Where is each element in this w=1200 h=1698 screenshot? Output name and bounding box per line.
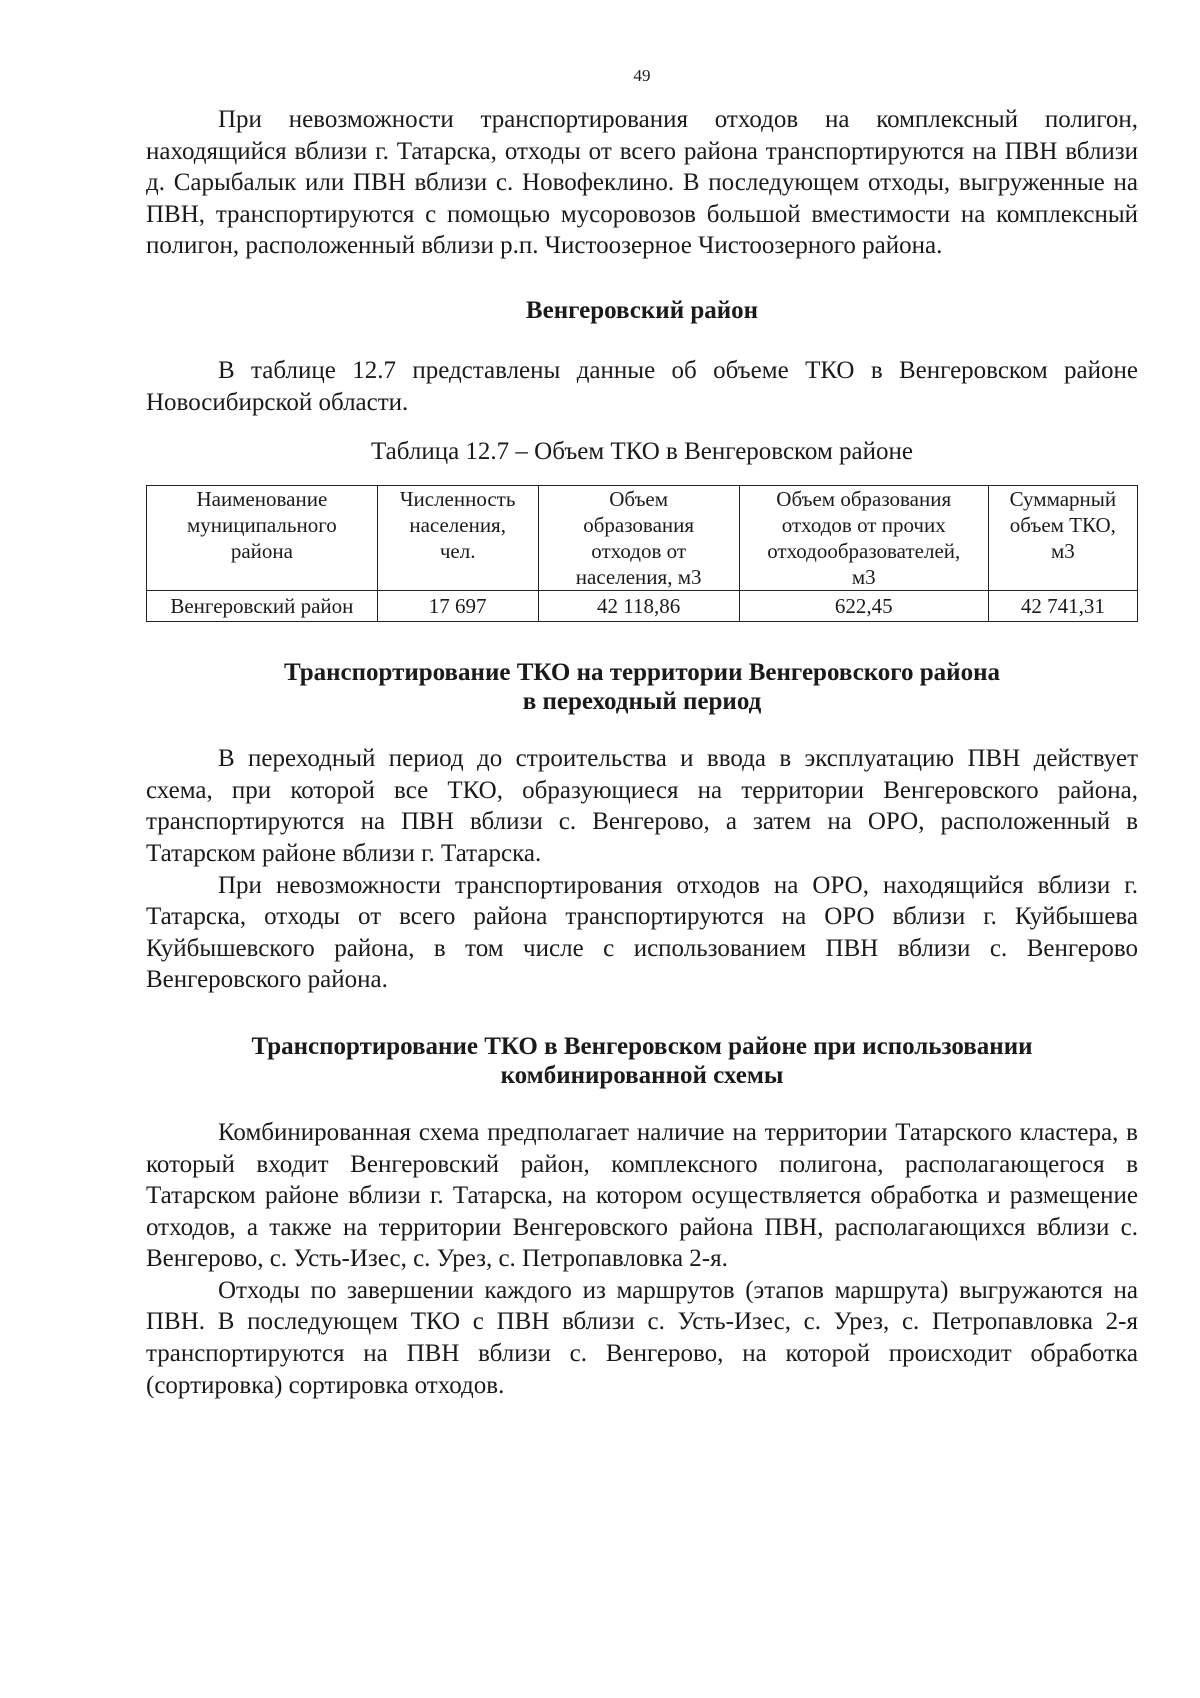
cell-other-waste: 622,45 — [739, 591, 988, 622]
paragraph-transition-scheme: В переходный период до строительства и ввода в эксплуатацию ПВН действует схема, при которой все ТКО, образующиеся на территории Венгеровского района, транспортируются на ПВН вблизи с. Венгерово, а затем на ОРО, расположенный в Татарском районе вблизи г. Татарска. — [146, 745, 1138, 867]
table-header-row — [147, 486, 1138, 591]
cell-population-waste: 42 118,86 — [538, 591, 739, 622]
section-heading-combined-scheme: Транспортирование ТКО в Венгеровском районе при использовании комбинированной схемы — [251, 1032, 1033, 1089]
cell-total-volume: 42 741,31 — [988, 591, 1137, 622]
header-other-waste: Объем образования отходов от прочих отходообразователей, м3 — [739, 486, 988, 591]
header-total-volume: Суммарный объем ТКО, м3 — [988, 486, 1137, 591]
table-row — [147, 591, 1138, 622]
header-population: Численность населения, чел. — [377, 486, 538, 591]
paragraph-routes-unloading: Отходы по завершении каждого из маршрутов (этапов маршрута) выгружаются на ПВН. В последующем ТКО с ПВН вблизи с. Усть-Изес, с. Урез, с. Петропавловка 2-я транспортируются на ПВН вблизи с. Венгерово, на которой происходит обработка (сортировка) сортировка отходов. — [146, 1276, 1138, 1399]
paragraph-table-intro: В таблице 12.7 представлены данные об объеме ТКО в Венгеровском районе Новосибирской области. — [146, 356, 1138, 416]
cell-district: Венгеровский район — [147, 591, 378, 622]
document-page — [146, 66, 1138, 1401]
section-heading-transition-period: Транспортирование ТКО на территории Венгеровского района в переходный период — [283, 659, 1000, 716]
paragraph-combined-scheme: Комбинированная схема предполагает наличие на территории Татарского кластера, в который входит Венгеровский район, комплексного полигона, располагающегося в Татарском районе вблизи г. Татарска, на котором осуществляется обработка и размещение отходов, а также на территории Венгеровского района ПВН, располагающихся вблизи с. Венгерово, с. Усть-Изес, с. Урез, с. Петропавловка 2-я. — [146, 1118, 1138, 1273]
header-district: Наименование муниципального района — [147, 486, 378, 591]
table-caption: Таблица 12.7 – Объем ТКО в Венгеровском районе — [371, 438, 913, 466]
waste-volume-table — [146, 485, 1138, 622]
paragraph-transport-alternative: При невозможности транспортирования отходов на комплексный полигон, находящийся вблизи г. Татарска, отходы от всего района транспортируются на ПВН вблизи д. Сарыбалык или ПВН вблизи с. Новофеклино. В последующем отходы, выгруженные на ПВН, транспортируются с помощью мусоровозов большой вместимости на комплексный полигон, расположенный вблизи р.п. Чистоозерное Чистоозерного района. — [146, 106, 1138, 260]
page-number: 49 — [633, 66, 651, 85]
paragraph-transition-alternative: При невозможности транспортирования отходов на ОРО, находящийся вблизи г. Татарска, отходы от всего района транспортируются на ОРО вблизи г. Куйбышева Куйбышевского района, в том числе с использованием ПВН вблизи с. Венгерово Венгеровского района. — [146, 871, 1138, 994]
cell-population: 17 697 — [377, 591, 538, 622]
header-population-waste: Объем образования отходов от населения, м3 — [538, 486, 739, 591]
section-heading-vengerovsky: Венгеровский район — [525, 296, 759, 324]
